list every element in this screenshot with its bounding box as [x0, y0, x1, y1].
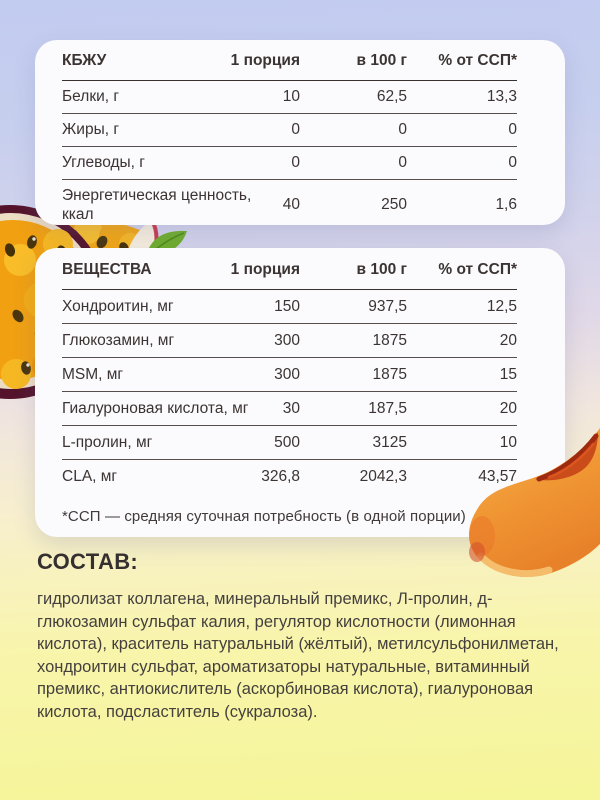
- row-label: Глюкозамин, мг: [62, 331, 175, 349]
- row-value: 10: [499, 433, 517, 451]
- substances-header-row: [62, 248, 517, 290]
- column-header: % от ССП*: [438, 52, 517, 69]
- row-value: 1,6: [495, 196, 517, 213]
- table-row: [62, 81, 517, 114]
- row-value: 62,5: [376, 88, 407, 105]
- table-row: [62, 180, 517, 230]
- table-row: [62, 426, 517, 460]
- row-value: 20: [499, 331, 517, 349]
- row-label: Хондроитин, мг: [62, 297, 174, 315]
- column-header: в 100 г: [356, 260, 407, 278]
- row-label: Гиалуроновая кислота, мг: [62, 399, 249, 417]
- column-header: КБЖУ: [62, 52, 107, 69]
- peach-slice-image: [455, 418, 600, 580]
- table-row: [62, 114, 517, 147]
- row-value: 3125: [372, 433, 407, 451]
- row-value: 187,5: [368, 399, 407, 417]
- row-value: 13,3: [486, 88, 517, 105]
- row-value: 15: [499, 365, 517, 383]
- table-row: [62, 324, 517, 358]
- row-value: 0: [291, 154, 300, 171]
- row-value: 150: [274, 297, 300, 315]
- row-label: Энергетическая ценность, ккал: [62, 186, 252, 223]
- row-label: Жиры, г: [62, 121, 119, 138]
- ssp-footnote: *ССП — средняя суточная потребность (в одной порции): [62, 508, 466, 525]
- composition-text: гидролизат коллагена, минеральный премикс, Л-пролин, д-глюкозамин сульфат калия, регулятор кислотности (лимонная кислота), краситель натуральный (жёлтый), метилсульфонилметан, хондроитин сульфат, ароматизаторы натуральные, витаминный премикс, антиокислитель (аскорбиновая кислота), гиалуроновая кислота, подсластитель (сукралоза).: [37, 590, 559, 721]
- row-label: Углеводы, г: [62, 154, 145, 171]
- row-value: 300: [274, 365, 300, 383]
- row-value: 937,5: [368, 297, 407, 315]
- row-label: L-пролин, мг: [62, 433, 153, 451]
- row-value: 40: [282, 196, 300, 213]
- row-value: 30: [282, 399, 300, 417]
- row-value: 0: [398, 121, 407, 138]
- composition-heading: СОСТАВ:: [37, 549, 139, 574]
- column-header: 1 порция: [230, 52, 300, 69]
- row-value: 12,5: [486, 297, 517, 315]
- row-value: 0: [508, 121, 517, 138]
- row-value: 0: [508, 154, 517, 171]
- row-value: 1875: [372, 365, 407, 383]
- column-header: ВЕЩЕСТВА: [62, 260, 152, 278]
- row-value: 20: [499, 399, 517, 417]
- table-row: [62, 460, 517, 493]
- row-value: 326,8: [261, 467, 300, 485]
- column-header: 1 порция: [230, 260, 300, 278]
- table-row: [62, 147, 517, 180]
- kbju-table-card: [35, 40, 565, 225]
- table-row: [62, 358, 517, 392]
- row-value: 500: [274, 433, 300, 451]
- column-header: в 100 г: [356, 52, 407, 69]
- row-value: 10: [282, 88, 300, 105]
- row-value: 0: [291, 121, 300, 138]
- table-row: [62, 290, 517, 324]
- row-value: 43,57: [478, 467, 517, 485]
- row-value: 2042,3: [359, 467, 407, 485]
- row-label: MSM, мг: [62, 365, 124, 383]
- column-header: % от ССП*: [438, 260, 517, 278]
- table-row: [62, 392, 517, 426]
- row-value: 250: [381, 196, 407, 213]
- row-value: 1875: [372, 331, 407, 349]
- row-label: Белки, г: [62, 88, 120, 105]
- row-value: 300: [274, 331, 300, 349]
- row-value: 0: [398, 154, 407, 171]
- row-label: CLA, мг: [62, 467, 118, 485]
- kbju-header-row: [62, 40, 517, 81]
